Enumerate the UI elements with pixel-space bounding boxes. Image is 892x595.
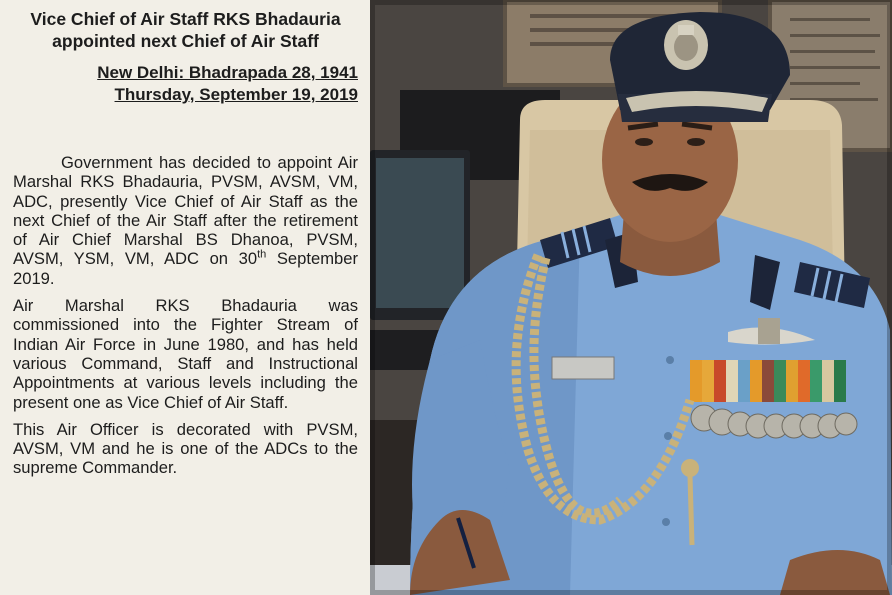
ordinal-suffix: th: [257, 248, 267, 261]
paragraph-decorations: This Air Officer is decorated with PVSM, AVSM, VM and he is one of the ADCs to the supreme Commander.: [13, 419, 358, 478]
medal-ribbon-bar: [690, 360, 846, 402]
left-eye: [635, 138, 653, 146]
officer-portrait-photo: [370, 0, 892, 595]
monitor-screen: [376, 158, 464, 308]
right-eye: [687, 138, 705, 146]
dateline-day: Thursday, September 19, 2019: [114, 85, 358, 104]
name-tag: [552, 357, 614, 379]
paragraph-appointment: [13, 153, 358, 288]
paragraph-career: Air Marshal RKS Bhadauria was commissioned into the Fighter Stream of Indian Air Force in June 1980, and has held various Command, Staff and Instructional Appointments at various levels including the present one as Vice Chief of Air Staff.: [13, 296, 358, 412]
aiguillette-tip: [690, 476, 692, 545]
paragraph-appointment-tail: September 2019.: [13, 249, 359, 288]
aiguillette-tassel: [681, 459, 699, 477]
dateline-place: New Delhi: Bhadrapada 28, 1941: [97, 63, 358, 82]
cap-badge: [664, 20, 708, 70]
wings-center: [758, 318, 780, 344]
headline: Vice Chief of Air Staff RKS Bhadauria appointed next Chief of Air Staff: [30, 9, 341, 51]
paragraph-appointment-text: Government has decided to appoint Air Marshal RKS Bhadauria, PVSM, AVSM, VM, ADC, presently Vice Chief of Air Staff as the next Chief of the Air Staff after the retirement of Air Chief Marshal BS Dhanoa, PVSM, AVSM, YSM, VM, ADC on 30: [13, 153, 358, 269]
press-release-panel: [0, 0, 370, 595]
